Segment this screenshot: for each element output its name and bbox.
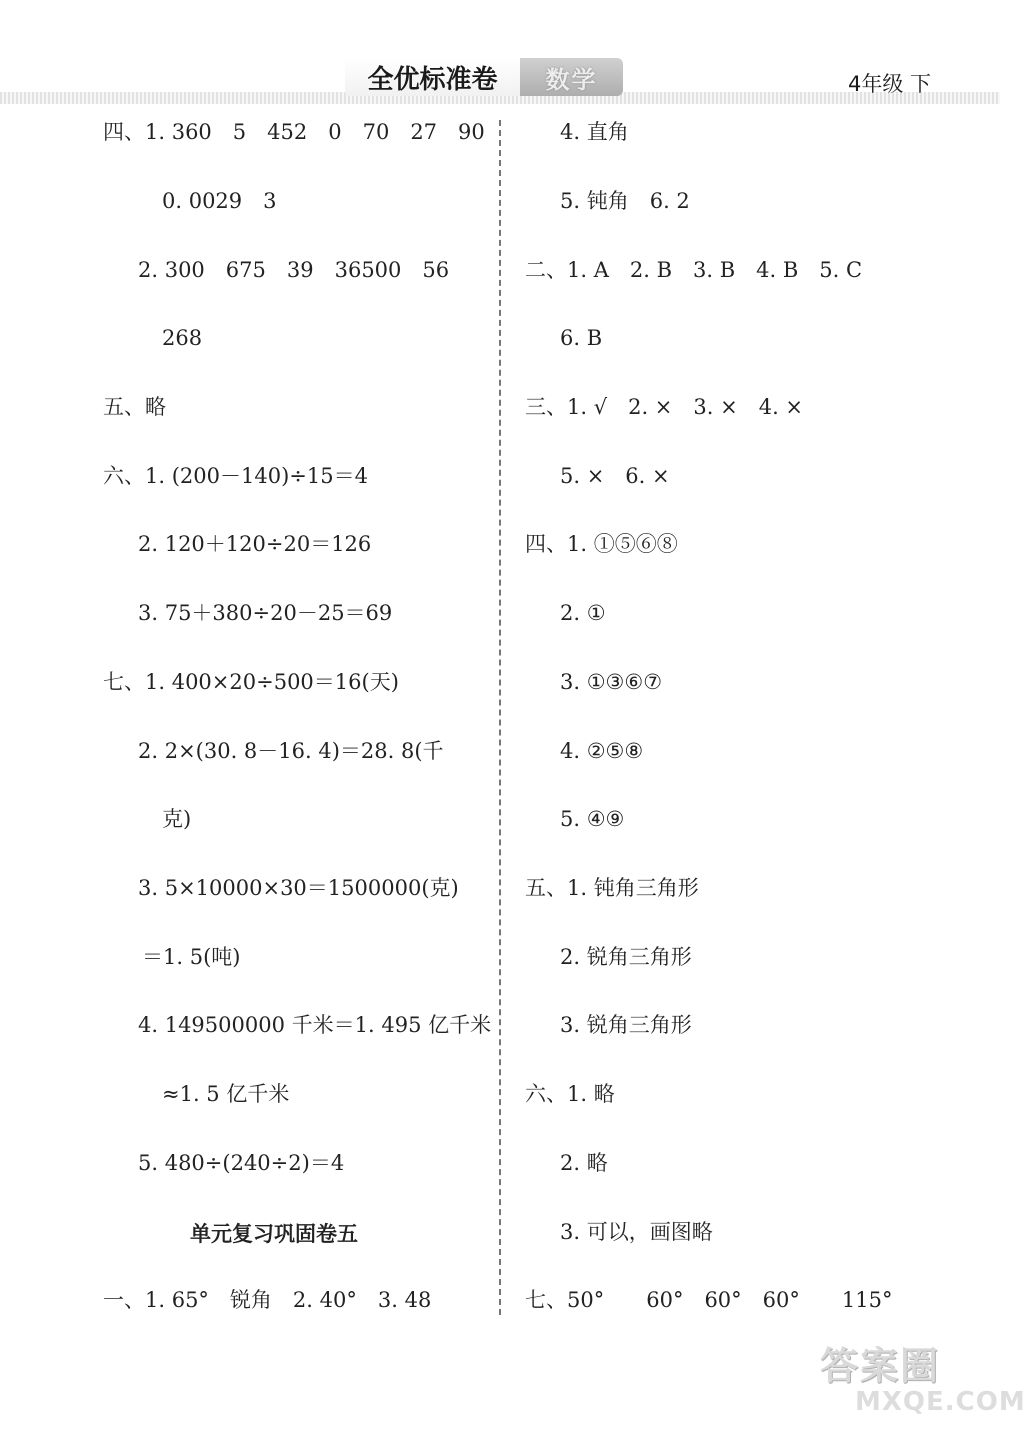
answer-line: 五、1. 钝角三角形 bbox=[525, 876, 699, 900]
answer-line: 3. ①③⑥⑦ bbox=[560, 670, 663, 694]
answer-line: ≈1. 5 亿千米 bbox=[162, 1082, 290, 1106]
answer-line: 4. 直角 bbox=[560, 120, 629, 144]
answer-line: 5. ④⑨ bbox=[560, 807, 625, 831]
answer-line: 0. 0029 3 bbox=[162, 189, 277, 213]
column-divider bbox=[499, 120, 501, 1315]
answer-line: 七、50° 60° 60° 60° 115° bbox=[525, 1288, 893, 1312]
brand-logo bbox=[345, 58, 623, 96]
answer-line: 3. 可以，画图略 bbox=[560, 1220, 713, 1244]
watermark-url: MXQE.COM bbox=[855, 1387, 1026, 1417]
answer-line: 5. × 6. × bbox=[560, 464, 670, 488]
grade-label: 4年级 下 bbox=[848, 72, 932, 96]
answer-line: 3. 5×10000×30＝1500000(克) bbox=[138, 876, 459, 900]
answer-line: 二、1. A 2. B 3. B 4. B 5. C bbox=[525, 258, 863, 282]
answer-line: 2. 锐角三角形 bbox=[560, 945, 692, 969]
answer-line: 2. 300 675 39 36500 56 bbox=[138, 258, 450, 282]
answer-line: 一、1. 65° 锐角 2. 40° 3. 48 bbox=[103, 1288, 432, 1312]
answer-line: 六、1. (200－140)÷15＝4 bbox=[103, 464, 368, 488]
answer-line: 5. 钝角 6. 2 bbox=[560, 189, 690, 213]
brand-title: 全优标准卷 bbox=[345, 58, 520, 96]
answer-line: 五、略 bbox=[103, 395, 166, 419]
answer-line: 六、1. 略 bbox=[525, 1082, 615, 1106]
answer-line: 克) bbox=[162, 807, 192, 831]
answer-line: 四、1. 360 5 452 0 70 27 90 bbox=[103, 120, 485, 144]
watermark bbox=[800, 1335, 1026, 1425]
answer-line: 6. B bbox=[560, 326, 603, 350]
answer-line: 5. 480÷(240÷2)＝4 bbox=[138, 1151, 345, 1175]
answer-line: 2. 120＋120÷20＝126 bbox=[138, 532, 372, 556]
answer-line: 4. ②⑤⑧ bbox=[560, 739, 644, 763]
answer-line: 四、1. ①⑤⑥⑧ bbox=[525, 532, 678, 556]
section-title: 单元复习巩固卷五 bbox=[190, 1222, 358, 1246]
answer-line: 2. 略 bbox=[560, 1151, 608, 1175]
answer-line: 三、1. √ 2. × 3. × 4. × bbox=[525, 395, 804, 419]
answer-line: 2. 2×(30. 8－16. 4)＝28. 8(千 bbox=[138, 739, 444, 763]
answer-line: ＝1. 5(吨) bbox=[142, 945, 241, 969]
answer-line: 2. ① bbox=[560, 601, 606, 625]
watermark-logo-text: 答案圈 bbox=[820, 1344, 941, 1388]
answer-line: 4. 149500000 千米＝1. 495 亿千米 bbox=[138, 1013, 492, 1037]
answer-line: 3. 锐角三角形 bbox=[560, 1013, 692, 1037]
answer-line: 七、1. 400×20÷500＝16(天) bbox=[103, 670, 399, 694]
answer-line: 3. 75＋380÷20－25＝69 bbox=[138, 601, 393, 625]
answer-line: 268 bbox=[162, 326, 203, 350]
subject-label: 数学 bbox=[520, 58, 623, 96]
